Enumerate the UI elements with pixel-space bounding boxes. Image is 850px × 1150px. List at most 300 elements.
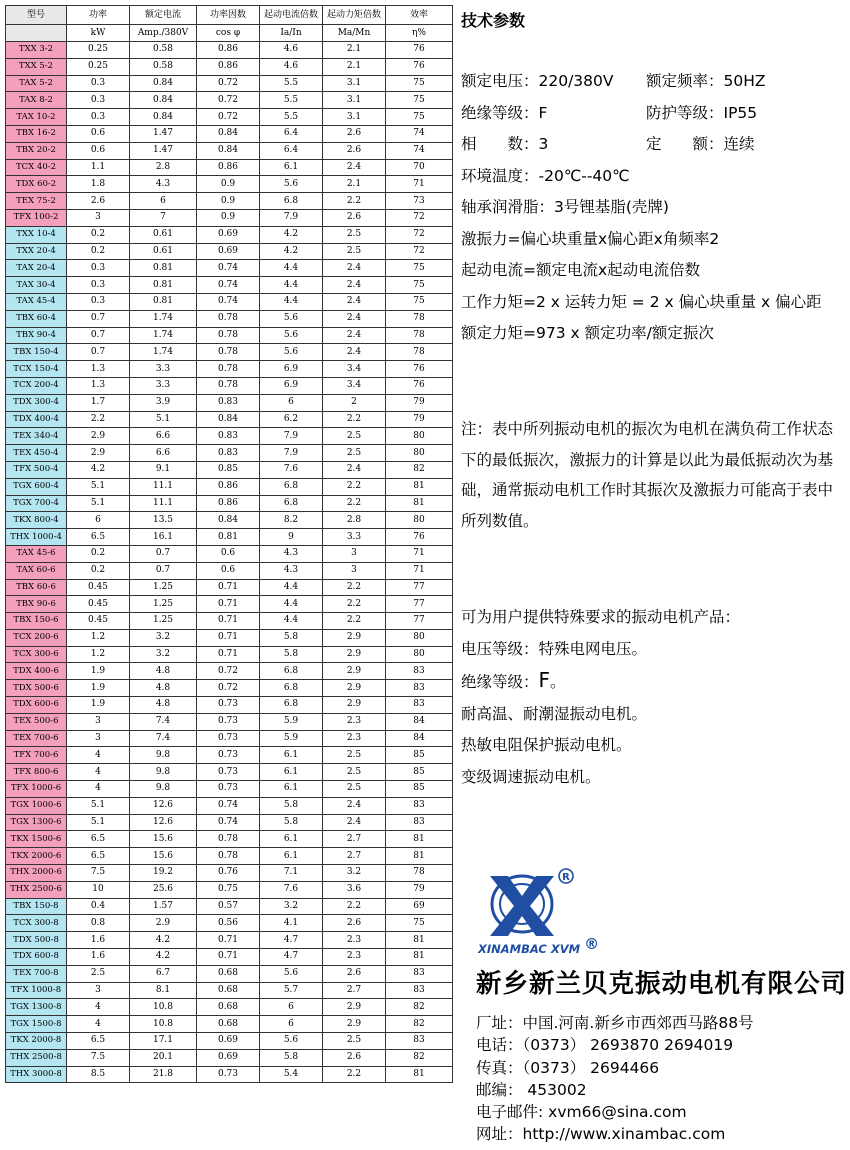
cell-power: 6.5: [67, 529, 130, 546]
cell-start-torque-ratio: 3.6: [323, 881, 386, 898]
cell-efficiency: 83: [386, 1033, 453, 1050]
cell-efficiency: 76: [386, 361, 453, 378]
cell-power-factor: 0.83: [197, 394, 260, 411]
cell-power-factor: 0.69: [197, 226, 260, 243]
table-row: [6, 949, 453, 966]
cell-efficiency: 72: [386, 209, 453, 226]
cell-rated-current: 1.25: [130, 579, 197, 596]
cell-efficiency: 78: [386, 865, 453, 882]
cell-start-torque-ratio: 2.2: [323, 193, 386, 210]
cell-efficiency: 80: [386, 512, 453, 529]
cell-model: TEX 700-8: [6, 965, 67, 982]
cell-start-torque-ratio: 3.3: [323, 529, 386, 546]
cell-start-current-ratio: 6: [260, 999, 323, 1016]
cell-rated-current: 1.25: [130, 613, 197, 630]
table-row: [6, 529, 453, 546]
cell-efficiency: 71: [386, 545, 453, 562]
cell-power-factor: 0.83: [197, 428, 260, 445]
cell-power: 4: [67, 764, 130, 781]
cell-rated-current: 0.84: [130, 75, 197, 92]
cell-model: TGX 1500-8: [6, 1016, 67, 1033]
table-row: [6, 142, 453, 159]
cell-power: 4: [67, 1016, 130, 1033]
cell-rated-current: 17.1: [130, 1033, 197, 1050]
cell-power-factor: 0.68: [197, 999, 260, 1016]
cell-start-torque-ratio: 2.5: [323, 226, 386, 243]
cell-power-factor: 0.73: [197, 730, 260, 747]
cell-rated-current: 7: [130, 209, 197, 226]
cell-model: TCX 40-2: [6, 159, 67, 176]
cell-start-torque-ratio: 2.3: [323, 932, 386, 949]
unit-power-factor: cos φ: [197, 25, 260, 42]
cell-efficiency: 80: [386, 445, 453, 462]
cell-power: 1.6: [67, 949, 130, 966]
header-model: 型号: [6, 6, 67, 25]
table-row: [6, 327, 453, 344]
cell-power-factor: 0.68: [197, 965, 260, 982]
cell-model: TAX 45-6: [6, 545, 67, 562]
cell-power: 0.8: [67, 915, 130, 932]
cell-model: TDX 300-4: [6, 394, 67, 411]
cell-start-torque-ratio: 2.5: [323, 428, 386, 445]
cell-power-factor: 0.78: [197, 344, 260, 361]
cell-model: TDX 400-4: [6, 411, 67, 428]
note-paragraph: 注：表中所列振动电机的振次为电机在满负荷工作状态下的最低振次，激振力的计算是以此为最低振动次为基础，通常振动电机工作时其振次及激振力可能高于表中所列数值。: [461, 420, 834, 530]
table-row: [6, 713, 453, 730]
cell-start-current-ratio: 7.6: [260, 461, 323, 478]
table-row: [6, 159, 453, 176]
cell-start-torque-ratio: 3.1: [323, 92, 386, 109]
cell-model: TGX 1000-6: [6, 797, 67, 814]
cell-efficiency: 69: [386, 898, 453, 915]
cell-start-current-ratio: 5.6: [260, 310, 323, 327]
cell-power-factor: 0.86: [197, 58, 260, 75]
cell-power-factor: 0.71: [197, 949, 260, 966]
cell-rated-current: 9.1: [130, 461, 197, 478]
cell-start-current-ratio: 4.6: [260, 58, 323, 75]
duty-type: 定 额：连续: [646, 135, 755, 153]
table-row: [6, 1066, 453, 1083]
cell-start-current-ratio: 5.8: [260, 797, 323, 814]
cell-start-current-ratio: 4.2: [260, 226, 323, 243]
cell-power: 3: [67, 209, 130, 226]
ambient-temperature: 环境温度：-20℃--40℃: [461, 166, 630, 185]
cell-power-factor: 0.76: [197, 865, 260, 882]
cell-model: TXX 10-4: [6, 226, 67, 243]
cell-efficiency: 85: [386, 764, 453, 781]
cell-start-current-ratio: 6.1: [260, 781, 323, 798]
cell-model: TFX 700-6: [6, 747, 67, 764]
cell-model: TKX 2000-8: [6, 1033, 67, 1050]
cell-start-torque-ratio: 2.5: [323, 243, 386, 260]
cell-model: TFX 500-4: [6, 461, 67, 478]
table-row: [6, 579, 453, 596]
spec-table: [5, 5, 453, 1083]
cell-efficiency: 78: [386, 344, 453, 361]
cell-rated-current: 7.4: [130, 730, 197, 747]
cell-power-factor: 0.73: [197, 1066, 260, 1083]
table-row: [6, 277, 453, 294]
cell-rated-current: 5.1: [130, 411, 197, 428]
cell-rated-current: 1.25: [130, 596, 197, 613]
cell-start-torque-ratio: 2.4: [323, 277, 386, 294]
cell-start-current-ratio: 7.9: [260, 209, 323, 226]
cell-model: TEX 75-2: [6, 193, 67, 210]
cell-power-factor: 0.78: [197, 310, 260, 327]
tech-params-title: 技术参数: [461, 11, 526, 30]
company-name: 新乡新兰贝克振动电机有限公司: [476, 969, 848, 999]
cell-power-factor: 0.78: [197, 377, 260, 394]
cell-efficiency: 71: [386, 176, 453, 193]
contact-address: 厂址：中国.河南.新乡市西郊西马路88号: [476, 1014, 754, 1032]
special-intro: 可为用户提供特殊要求的振动电机产品：: [461, 608, 741, 626]
table-row: [6, 293, 453, 310]
svg-text:R: R: [562, 872, 570, 883]
cell-start-current-ratio: 6.1: [260, 831, 323, 848]
cell-start-current-ratio: 5.9: [260, 730, 323, 747]
cell-efficiency: 83: [386, 663, 453, 680]
table-row: [6, 848, 453, 865]
cell-rated-current: 0.81: [130, 293, 197, 310]
cell-power-factor: 0.6: [197, 562, 260, 579]
cell-rated-current: 0.7: [130, 545, 197, 562]
cell-rated-current: 0.81: [130, 277, 197, 294]
table-row: [6, 193, 453, 210]
table-row: [6, 831, 453, 848]
cell-power-factor: 0.71: [197, 596, 260, 613]
cell-start-current-ratio: 5.6: [260, 176, 323, 193]
table-row: [6, 58, 453, 75]
cell-efficiency: 75: [386, 293, 453, 310]
cell-power-factor: 0.84: [197, 125, 260, 142]
cell-model: TGX 600-4: [6, 478, 67, 495]
cell-start-current-ratio: 6.8: [260, 495, 323, 512]
cell-efficiency: 79: [386, 411, 453, 428]
cell-start-torque-ratio: 2.2: [323, 596, 386, 613]
cell-power-factor: 0.71: [197, 613, 260, 630]
rated-frequency: 额定频率：50HZ: [646, 72, 766, 90]
cell-start-torque-ratio: 2.9: [323, 680, 386, 697]
cell-power-factor: 0.74: [197, 293, 260, 310]
cell-power-factor: 0.74: [197, 260, 260, 277]
cell-efficiency: 82: [386, 999, 453, 1016]
start-current-formula: 起动电流=额定电流x起动电流倍数: [461, 261, 701, 279]
cell-rated-current: 11.1: [130, 495, 197, 512]
cell-model: TGX 1300-8: [6, 999, 67, 1016]
cell-efficiency: 76: [386, 58, 453, 75]
cell-efficiency: 77: [386, 613, 453, 630]
cell-start-current-ratio: 5.5: [260, 75, 323, 92]
contact-info: [476, 1012, 754, 1146]
cell-start-torque-ratio: 2.9: [323, 1016, 386, 1033]
cell-power: 6: [67, 512, 130, 529]
cell-rated-current: 0.61: [130, 226, 197, 243]
cell-power: 7.5: [67, 865, 130, 882]
table-row: [6, 226, 453, 243]
table-row: [6, 109, 453, 126]
table-row: [6, 629, 453, 646]
cell-power-factor: 0.78: [197, 848, 260, 865]
cell-power-factor: 0.73: [197, 697, 260, 714]
exciting-force-formula: 激振力=偏心块重量x偏心距x角频率2: [461, 229, 720, 248]
cell-start-current-ratio: 4.2: [260, 243, 323, 260]
cell-model: TBX 60-4: [6, 310, 67, 327]
cell-start-current-ratio: 4.4: [260, 613, 323, 630]
cell-model: TKX 800-4: [6, 512, 67, 529]
cell-start-current-ratio: 3.2: [260, 898, 323, 915]
cell-rated-current: 1.74: [130, 310, 197, 327]
table-row: [6, 562, 453, 579]
cell-power: 1.9: [67, 680, 130, 697]
cell-power: 1.8: [67, 176, 130, 193]
cell-start-current-ratio: 5.9: [260, 713, 323, 730]
cell-start-torque-ratio: 2.2: [323, 898, 386, 915]
cell-power-factor: 0.71: [197, 932, 260, 949]
cell-model: THX 2000-6: [6, 865, 67, 882]
table-row: [6, 646, 453, 663]
cell-start-torque-ratio: 2.8: [323, 512, 386, 529]
cell-start-current-ratio: 5.6: [260, 344, 323, 361]
cell-start-current-ratio: 6.8: [260, 680, 323, 697]
cell-model: TAX 60-6: [6, 562, 67, 579]
cell-efficiency: 83: [386, 797, 453, 814]
cell-power-factor: 0.74: [197, 797, 260, 814]
cell-start-torque-ratio: 2.5: [323, 781, 386, 798]
cell-model: TDX 600-8: [6, 949, 67, 966]
cell-power-factor: 0.73: [197, 764, 260, 781]
cell-start-current-ratio: 4.3: [260, 545, 323, 562]
cell-start-current-ratio: 6.1: [260, 848, 323, 865]
cell-power-factor: 0.69: [197, 243, 260, 260]
cell-power: 0.6: [67, 142, 130, 159]
cell-start-torque-ratio: 2.5: [323, 764, 386, 781]
table-row: [6, 663, 453, 680]
cell-rated-current: 3.9: [130, 394, 197, 411]
cell-power: 0.3: [67, 109, 130, 126]
unit-start-current-ratio: Ia/In: [260, 25, 323, 42]
unit-rated-current: Amp./380V: [130, 25, 197, 42]
cell-rated-current: 1.74: [130, 344, 197, 361]
contact-email[interactable]: 电子邮件: xvm66@sina.com: [476, 1103, 687, 1122]
cell-power: 4: [67, 747, 130, 764]
cell-power: 7.5: [67, 1049, 130, 1066]
cell-power-factor: 0.72: [197, 75, 260, 92]
cell-power-factor: 0.68: [197, 1016, 260, 1033]
cell-start-torque-ratio: 2.2: [323, 613, 386, 630]
cell-start-current-ratio: 6.4: [260, 125, 323, 142]
cell-efficiency: 75: [386, 75, 453, 92]
table-row: [6, 478, 453, 495]
cell-power-factor: 0.68: [197, 982, 260, 999]
cell-start-current-ratio: 4.7: [260, 932, 323, 949]
cell-start-torque-ratio: 2.4: [323, 344, 386, 361]
cell-power: 10: [67, 881, 130, 898]
cell-power: 8.5: [67, 1066, 130, 1083]
table-unit-row: [6, 25, 453, 42]
cell-start-current-ratio: 6.8: [260, 663, 323, 680]
cell-rated-current: 4.2: [130, 932, 197, 949]
cell-power-factor: 0.74: [197, 814, 260, 831]
cell-efficiency: 83: [386, 697, 453, 714]
cell-rated-current: 7.4: [130, 713, 197, 730]
cell-model: TCX 200-6: [6, 629, 67, 646]
cell-power: 4: [67, 999, 130, 1016]
cell-power: 1.9: [67, 697, 130, 714]
table-row: [6, 999, 453, 1016]
cell-rated-current: 13.5: [130, 512, 197, 529]
special-insulation-suffix: 。: [550, 673, 566, 691]
cell-power: 5.1: [67, 478, 130, 495]
cell-power: 1.9: [67, 663, 130, 680]
header-start-torque-ratio: 起动力矩倍数: [323, 6, 386, 25]
cell-efficiency: 75: [386, 277, 453, 294]
cell-power: 0.4: [67, 898, 130, 915]
cell-start-torque-ratio: 2.5: [323, 1033, 386, 1050]
cell-model: TEX 700-6: [6, 730, 67, 747]
cell-start-current-ratio: 5.4: [260, 1066, 323, 1083]
cell-start-torque-ratio: 2.4: [323, 159, 386, 176]
cell-model: TXX 5-2: [6, 58, 67, 75]
table-row: [6, 1016, 453, 1033]
cell-model: TCX 150-4: [6, 361, 67, 378]
cell-start-torque-ratio: 2.1: [323, 42, 386, 59]
cell-power: 0.3: [67, 75, 130, 92]
cell-start-torque-ratio: 2.7: [323, 982, 386, 999]
cell-power-factor: 0.86: [197, 42, 260, 59]
cell-power: 1.7: [67, 394, 130, 411]
cell-rated-current: 1.57: [130, 898, 197, 915]
special-insulation-value: F: [538, 668, 551, 692]
cell-model: TDX 500-8: [6, 932, 67, 949]
cell-rated-current: 15.6: [130, 831, 197, 848]
cell-power-factor: 0.86: [197, 495, 260, 512]
cell-start-torque-ratio: 2.4: [323, 293, 386, 310]
cell-start-current-ratio: 6.8: [260, 697, 323, 714]
cell-start-torque-ratio: 2.9: [323, 646, 386, 663]
special-insulation: [461, 665, 846, 699]
cell-efficiency: 77: [386, 579, 453, 596]
cell-power: 0.25: [67, 58, 130, 75]
cell-power-factor: 0.9: [197, 193, 260, 210]
cell-rated-current: 3.2: [130, 646, 197, 663]
cell-start-torque-ratio: 3.1: [323, 75, 386, 92]
spec-table-body: [6, 6, 453, 1083]
cell-start-torque-ratio: 2.9: [323, 999, 386, 1016]
unit-model: [6, 25, 67, 42]
cell-efficiency: 83: [386, 965, 453, 982]
cell-start-current-ratio: 8.2: [260, 512, 323, 529]
cell-power: 5.1: [67, 814, 130, 831]
cell-start-torque-ratio: 3: [323, 562, 386, 579]
cell-rated-current: 21.8: [130, 1066, 197, 1083]
cell-efficiency: 74: [386, 125, 453, 142]
cell-power: 1.3: [67, 377, 130, 394]
table-header-row: [6, 6, 453, 25]
cell-model: TBX 16-2: [6, 125, 67, 142]
table-row: [6, 176, 453, 193]
table-row: [6, 92, 453, 109]
contact-postcode: 邮编： 453002: [476, 1080, 587, 1099]
cell-model: TAX 10-2: [6, 109, 67, 126]
cell-start-current-ratio: 9: [260, 529, 323, 546]
cell-start-torque-ratio: 3.4: [323, 361, 386, 378]
table-row: [6, 613, 453, 630]
unit-start-torque-ratio: Ma/Mn: [323, 25, 386, 42]
cell-power-factor: 0.9: [197, 209, 260, 226]
cell-model: TCX 300-8: [6, 915, 67, 932]
cell-power: 0.3: [67, 92, 130, 109]
cell-start-torque-ratio: 2.4: [323, 260, 386, 277]
header-efficiency: 效率: [386, 6, 453, 25]
cell-power: 3: [67, 713, 130, 730]
cell-start-current-ratio: 5.8: [260, 814, 323, 831]
cell-start-current-ratio: 5.6: [260, 1033, 323, 1050]
cell-start-current-ratio: 4.4: [260, 260, 323, 277]
table-row: [6, 344, 453, 361]
cell-efficiency: 77: [386, 596, 453, 613]
cell-start-current-ratio: 5.8: [260, 646, 323, 663]
table-row: [6, 411, 453, 428]
cell-power-factor: 0.81: [197, 529, 260, 546]
cell-start-torque-ratio: 2.6: [323, 125, 386, 142]
cell-efficiency: 79: [386, 881, 453, 898]
cell-start-current-ratio: 5.8: [260, 1049, 323, 1066]
cell-power: 5.1: [67, 495, 130, 512]
cell-model: TBX 150-4: [6, 344, 67, 361]
cell-efficiency: 76: [386, 42, 453, 59]
cell-power: 0.3: [67, 277, 130, 294]
cell-start-torque-ratio: 2.3: [323, 730, 386, 747]
cell-efficiency: 79: [386, 394, 453, 411]
cell-model: TFX 800-6: [6, 764, 67, 781]
unit-power: kW: [67, 25, 130, 42]
cell-power: 1.3: [67, 361, 130, 378]
special-thermistor: 热敏电阻保护振动电机。: [461, 736, 632, 754]
cell-efficiency: 82: [386, 1016, 453, 1033]
cell-start-torque-ratio: 2.6: [323, 965, 386, 982]
cell-power-factor: 0.83: [197, 445, 260, 462]
cell-efficiency: 75: [386, 109, 453, 126]
cell-power-factor: 0.9: [197, 176, 260, 193]
table-row: [6, 764, 453, 781]
cell-start-torque-ratio: 2.9: [323, 697, 386, 714]
phase-count: 相 数：3: [461, 135, 549, 153]
special-high-temp: 耐高温、耐潮湿振动电机。: [461, 704, 648, 723]
contact-website[interactable]: 网址：http://www.xinambac.com: [476, 1125, 726, 1144]
cell-power-factor: 0.86: [197, 478, 260, 495]
cell-rated-current: 20.1: [130, 1049, 197, 1066]
cell-rated-current: 12.6: [130, 814, 197, 831]
cell-rated-current: 4.8: [130, 680, 197, 697]
cell-power-factor: 0.72: [197, 663, 260, 680]
special-variable-speed: 变级调速振动电机。: [461, 767, 601, 786]
cell-power: 0.25: [67, 42, 130, 59]
table-row: [6, 42, 453, 59]
cell-start-torque-ratio: 2.9: [323, 629, 386, 646]
cell-model: THX 2500-8: [6, 1049, 67, 1066]
cell-power: 2.9: [67, 428, 130, 445]
cell-power: 2.2: [67, 411, 130, 428]
table-row: [6, 243, 453, 260]
protection-class: 防护等级：IP55: [646, 103, 758, 122]
cell-start-current-ratio: 6: [260, 394, 323, 411]
cell-rated-current: 6: [130, 193, 197, 210]
cell-power: 0.45: [67, 579, 130, 596]
cell-rated-current: 1.74: [130, 327, 197, 344]
cell-start-torque-ratio: 2.5: [323, 747, 386, 764]
cell-rated-current: 0.7: [130, 562, 197, 579]
cell-start-current-ratio: 6.8: [260, 478, 323, 495]
